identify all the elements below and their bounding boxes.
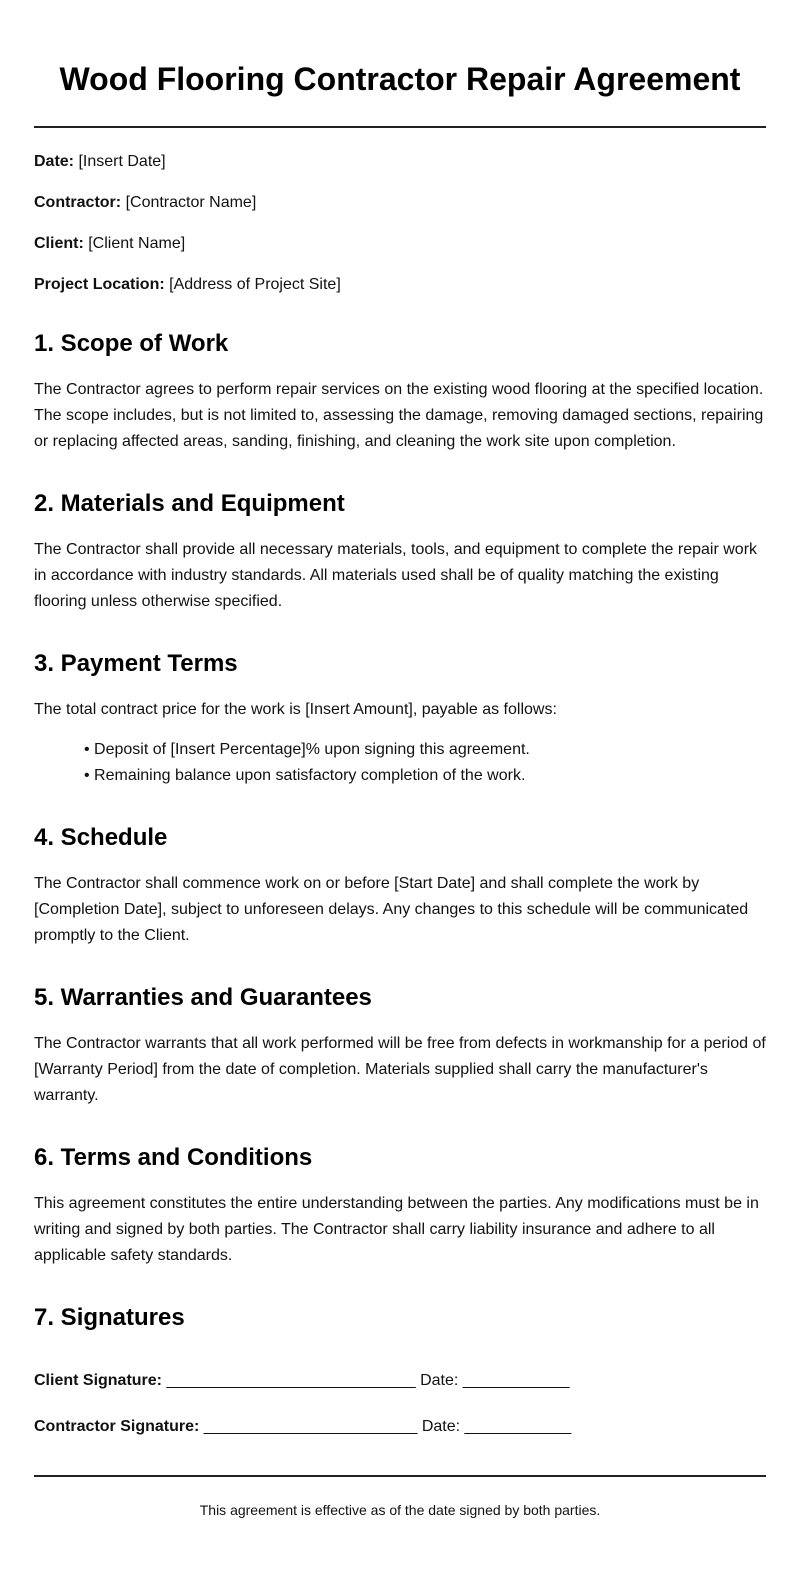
- date-label: Date:: [34, 153, 75, 170]
- project-location-value: [Address of Project Site]: [169, 276, 341, 293]
- contractor-signature-line: ________________________: [203, 1418, 418, 1435]
- section-heading: 4. Schedule: [34, 824, 168, 851]
- client-label: Client:: [34, 235, 84, 252]
- client-date-line: ____________: [462, 1372, 570, 1389]
- footer-note: This agreement is effective as of the date signed by both parties.: [199, 1502, 601, 1518]
- section-heading: 5. Warranties and Guarantees: [34, 984, 372, 1011]
- client-field: [34, 234, 766, 254]
- project-location-field: [34, 275, 766, 295]
- contractor-signature-row: [34, 1417, 766, 1437]
- section-signatures: [34, 1303, 766, 1333]
- section-materials-and-equipment: [34, 489, 766, 615]
- section-heading: 6. Terms and Conditions: [34, 1144, 313, 1171]
- date-value: [Insert Date]: [78, 153, 166, 170]
- section-terms-and-conditions: [34, 1143, 766, 1269]
- list-item: • Remaining balance upon satisfactory completion of the work.: [84, 763, 766, 789]
- contractor-date-line: ____________: [464, 1418, 572, 1435]
- project-location-label: Project Location:: [34, 276, 165, 293]
- section-body: This agreement constitutes the entire understanding between the parties. Any modifications must be in writing and signed by both parties. The Contractor shall carry liability insurance and adhere to all applicable safety standards.: [34, 1195, 759, 1264]
- contractor-label: Contractor:: [34, 194, 122, 211]
- section-body: The Contractor shall provide all necessary materials, tools, and equipment to complete the repair work in accordance with industry standards. All materials used shall be of quality matching the existing flooring unless otherwise specified.: [34, 541, 758, 610]
- bottom-divider: [34, 1475, 766, 1477]
- section-heading: 7. Signatures: [34, 1304, 185, 1331]
- document-title: Wood Flooring Contractor Repair Agreement: [59, 61, 741, 97]
- section-body: The total contract price for the work is [Insert Amount], payable as follows:: [34, 701, 557, 718]
- date-field: [34, 152, 766, 172]
- client-signature-line: ____________________________: [166, 1372, 416, 1389]
- section-body: The Contractor shall commence work on or before [Start Date] and shall complete the work by [Completion Date], subject to unforeseen delays. Any changes to this schedule will be communicated promptly to the Client.: [34, 875, 749, 944]
- section-heading: 2. Materials and Equipment: [34, 490, 345, 517]
- section-schedule: [34, 823, 766, 949]
- contractor-date-label: Date:: [421, 1418, 461, 1435]
- payment-list: [34, 737, 766, 789]
- top-divider: [34, 126, 766, 128]
- section-body: The Contractor warrants that all work performed will be free from defects in workmanship for a period of [Warranty Period] from the date of completion. Materials supplied shall carry the manufacturer's warranty.: [34, 1035, 766, 1104]
- section-heading: 3. Payment Terms: [34, 650, 238, 677]
- section-body: The Contractor agrees to perform repair services on the existing wood flooring at the specified location. The scope includes, but is not limited to, assessing the damage, removing damaged sections, repairing or replacing affected areas, sanding, finishing, and cleaning the work site upon completion.: [34, 381, 764, 450]
- client-signature-label: Client Signature:: [34, 1372, 163, 1389]
- client-value: [Client Name]: [88, 235, 186, 252]
- contractor-signature-label: Contractor Signature:: [34, 1418, 200, 1435]
- section-payment-terms: [34, 649, 766, 789]
- list-item: • Deposit of [Insert Percentage]% upon signing this agreement.: [84, 737, 766, 763]
- client-date-label: Date:: [420, 1372, 459, 1389]
- section-warranties: [34, 983, 766, 1109]
- section-scope-of-work: [34, 329, 766, 455]
- section-heading: 1. Scope of Work: [34, 330, 229, 357]
- contractor-field: [34, 193, 766, 213]
- contractor-value: [Contractor Name]: [125, 194, 257, 211]
- client-signature-row: [34, 1371, 766, 1391]
